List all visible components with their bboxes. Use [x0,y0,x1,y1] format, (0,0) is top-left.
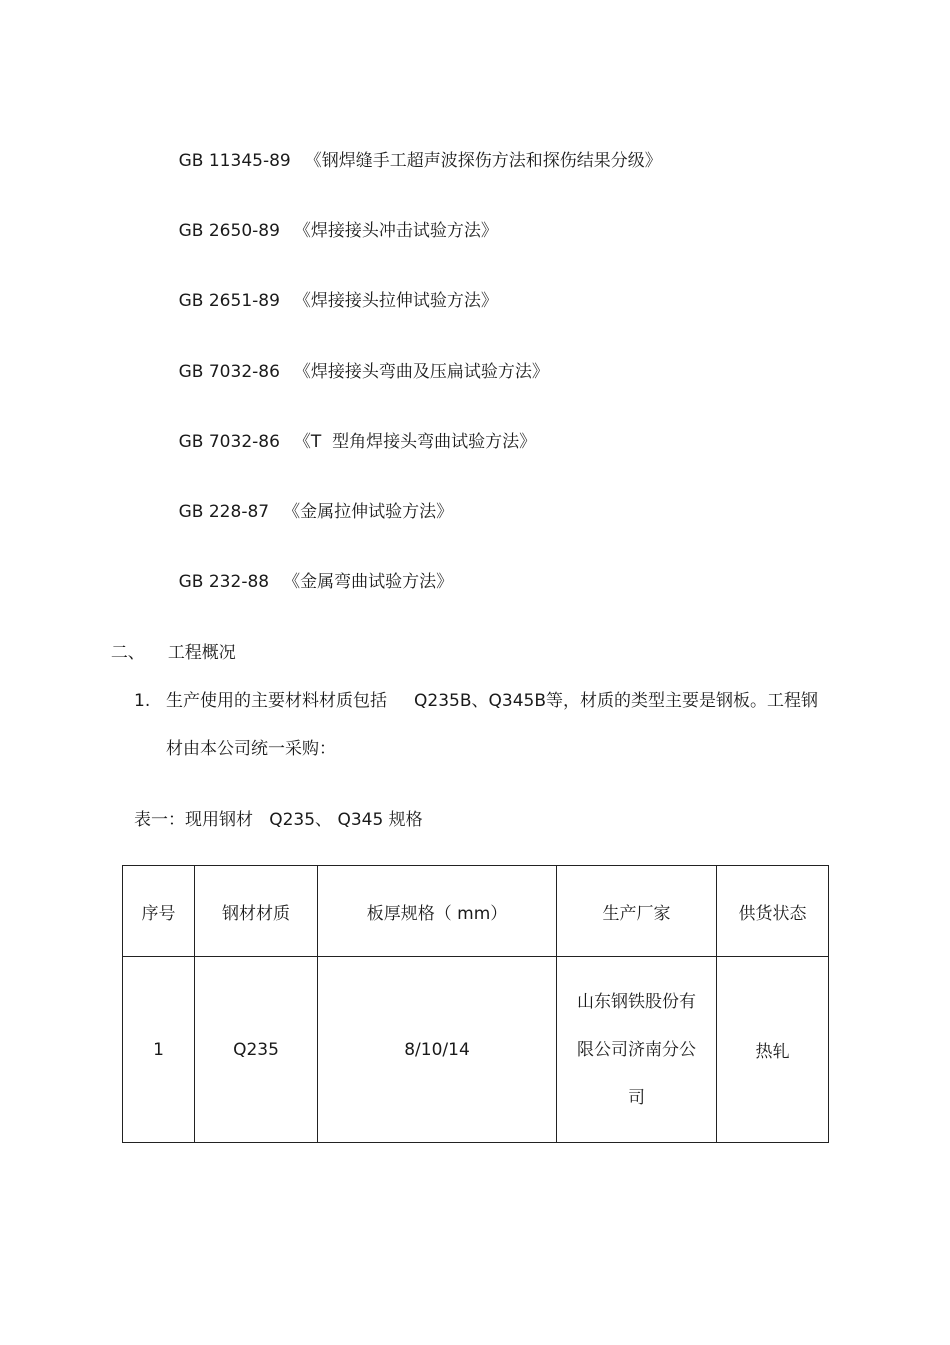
section-title: 工程概况 [167,643,236,663]
table-cell: 1 [123,957,195,1143]
standard-code: GB 2651-89 [178,291,280,311]
table-header-cell: 生产厂家 [557,866,717,957]
table-caption: 表一：现用钢材 Q235、 Q345 规格 [134,810,423,830]
table-cell: 热轧 [717,957,829,1143]
paragraph-line: 材由本公司统一采购： [166,739,336,759]
table-cell: Q235 [195,957,318,1143]
standard-title: 《T 型角焊接头弯曲试验方法》 [293,432,537,452]
standard-title: 《焊接接头弯曲及压扁试验方法》 [293,362,549,382]
table-cell: 8/10/14 [318,957,557,1143]
table-header-cell: 供货状态 [717,866,829,957]
table-row [123,957,829,1143]
standard-item [157,339,549,405]
standard-item [157,268,498,334]
standard-code: GB 2650-89 [178,221,280,241]
standard-title: 《焊接接头拉伸试验方法》 [293,291,498,311]
standard-code: GB 11345-89 [178,151,291,171]
paragraph-number: 1. [134,691,151,711]
standard-code: GB 228-87 [178,502,270,522]
standard-code: GB 7032-86 [178,362,280,382]
table-header-cell: 钢材材质 [195,866,318,957]
standard-title: 《焊接接头冲击试验方法》 [293,221,498,241]
standard-code: GB 232-88 [178,572,270,592]
standard-title: 《金属弯曲试验方法》 [283,572,454,592]
manufacturer-text: 山东钢铁股份有限公司济南分公司 [577,991,696,1108]
table-header-row [123,866,829,957]
standard-title: 《金属拉伸试验方法》 [283,502,454,522]
standard-item [157,479,453,545]
steel-spec-table [122,865,829,1143]
table-header-cell: 序号 [123,866,195,957]
section-heading [100,620,236,664]
standard-title: 《钢焊缝手工超声波探伤方法和探伤结果分级》 [304,151,662,171]
table-cell [557,957,717,1143]
section-number: 二、 [110,643,145,663]
paragraph-line: 生产使用的主要材料材质包括 Q235B、Q345B等，材质的类型主要是钢板。工程钢 [166,691,819,711]
standard-item [157,198,498,264]
standard-item [157,549,453,615]
standard-item [157,409,536,475]
standard-code: GB 7032-86 [178,432,280,452]
standard-item [157,128,662,194]
table-header-cell: 板厚规格（ mm） [318,866,557,957]
